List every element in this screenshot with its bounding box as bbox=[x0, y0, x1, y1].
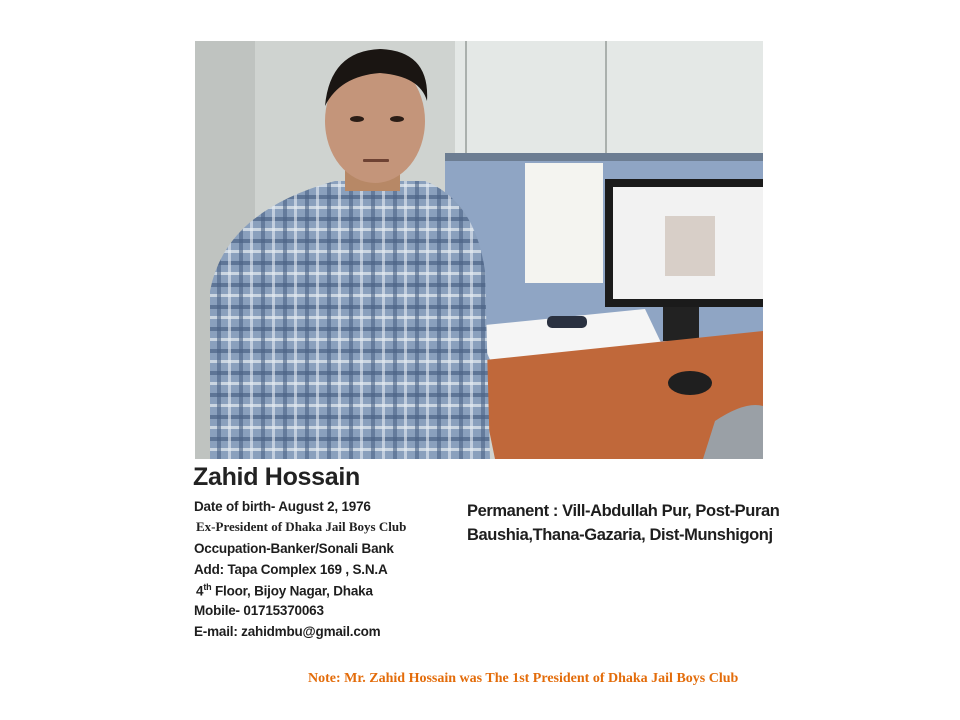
address-line-1: Add: Tapa Complex 169 , S.N.A bbox=[194, 562, 388, 577]
date-of-birth: Date of birth- August 2, 1976 bbox=[194, 499, 371, 514]
occupation: Occupation-Banker/Sonali Bank bbox=[194, 541, 394, 556]
mobile-number: Mobile- 01715370063 bbox=[194, 603, 324, 618]
email-address: E-mail: zahidmbu@gmail.com bbox=[194, 624, 381, 639]
floor-number: 4 bbox=[196, 583, 204, 599]
role-title: Ex-President of Dhaka Jail Boys Club bbox=[196, 519, 407, 534]
footnote: Note: Mr. Zahid Hossain was The 1st President of Dhaka Jail Boys Club bbox=[308, 671, 739, 686]
address-line-2-rest: Floor, Bijoy Nagar, Dhaka bbox=[211, 583, 373, 599]
address-line-2 bbox=[196, 582, 373, 599]
person-name: Zahid Hossain bbox=[193, 463, 360, 491]
permanent-address-line-2: Baushia,Thana-Gazaria, Dist-Munshigonj bbox=[467, 526, 773, 544]
permanent-address-line-1: Permanent : Vill-Abdullah Pur, Post-Puran bbox=[467, 502, 780, 520]
profile-photo bbox=[195, 41, 763, 459]
floor-suffix: th bbox=[203, 582, 212, 592]
office-scene bbox=[195, 41, 763, 459]
